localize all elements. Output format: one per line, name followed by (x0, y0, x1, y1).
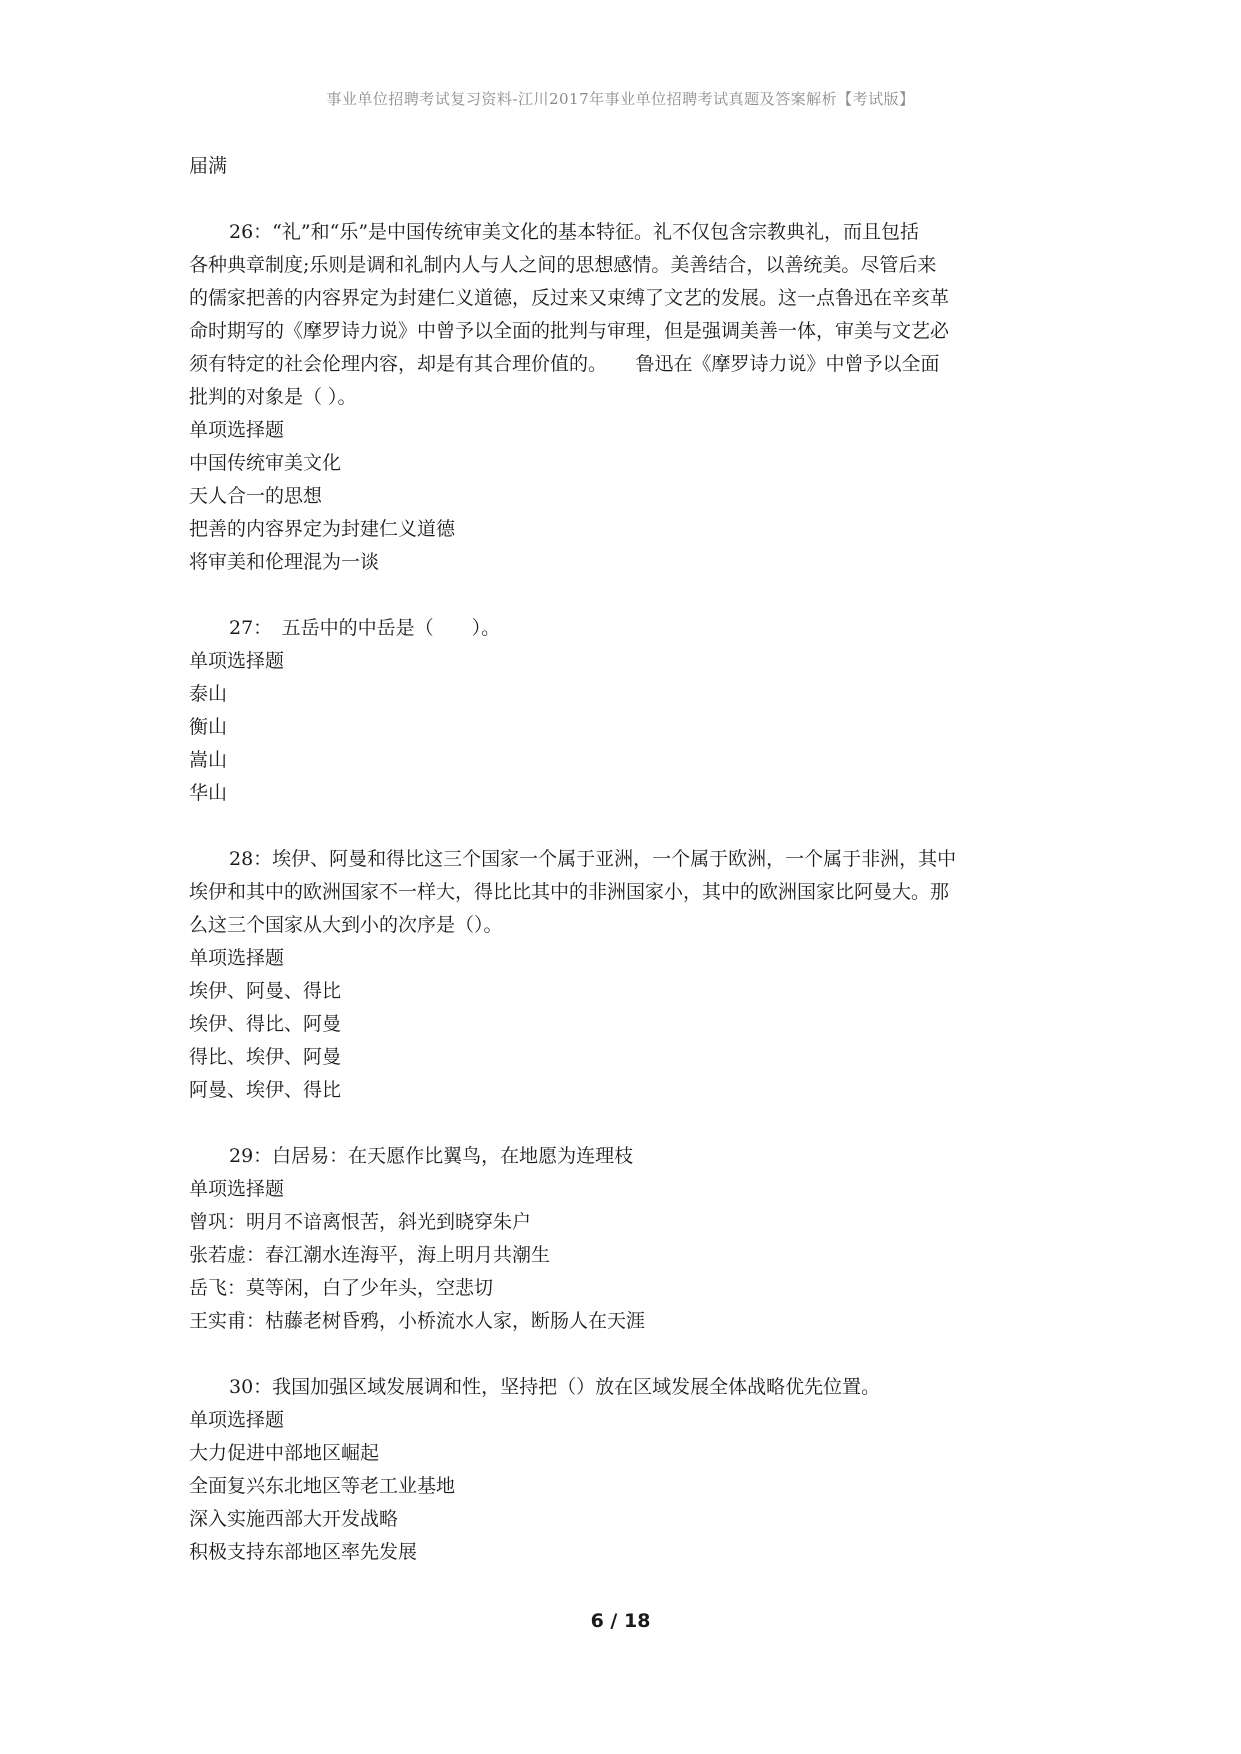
question-27 (189, 612, 1057, 810)
option-a: 泰山 (189, 683, 228, 705)
question-26 (189, 216, 1057, 579)
option-a: 曾巩：明月不谙离恨苦，斜光到晓穿朱户 (189, 1211, 532, 1233)
option-c: 岳飞：莫等闲，白了少年头，空悲切 (189, 1277, 494, 1299)
question-type: 单项选择题 (189, 1409, 285, 1431)
question-stem: 埃伊和其中的欧洲国家不一样大，得比比其中的非洲国家小，其中的欧洲国家比阿曼大。那 (189, 881, 950, 903)
option-b: 埃伊、得比、阿曼 (189, 1013, 342, 1035)
option-d: 阿曼、埃伊、得比 (189, 1079, 342, 1101)
option-c: 把善的内容界定为封建仁义道德 (189, 518, 456, 540)
question-type: 单项选择题 (189, 419, 285, 441)
question-stem: 命时期写的《摩罗诗力说》中曾予以全面的批判与审理，但是强调美善一体，审美与文艺必 (189, 320, 950, 342)
question-type: 单项选择题 (189, 650, 285, 672)
question-29 (189, 1140, 1057, 1338)
option-d: 王实甫：枯藤老树昏鸦，小桥流水人家，断肠人在天涯 (189, 1310, 646, 1332)
option-d: 积极支持东部地区率先发展 (189, 1541, 418, 1563)
option-b: 张若虚：春江潮水连海平，海上明月共潮生 (189, 1244, 551, 1266)
question-stem: 26：“礼”和“乐”是中国传统审美文化的基本特征。礼不仅包含宗教典礼，而且包括 (229, 221, 920, 243)
option-b: 全面复兴东北地区等老工业基地 (189, 1475, 456, 1497)
page-content (189, 150, 1057, 1569)
question-stem: 各种典章制度;乐则是调和礼制内人与人之间的思想感情。美善结合，以善统美。尽管后来 (189, 254, 937, 276)
question-stem: 27： 五岳中的中岳是（ ）。 (229, 617, 501, 639)
page-header: 事业单位招聘考试复习资料-江川2017年事业单位招聘考试真题及答案解析【考试版】 (326, 90, 915, 108)
option-c: 得比、埃伊、阿曼 (189, 1046, 342, 1068)
option-a: 中国传统审美文化 (189, 452, 342, 474)
question-stem: 批判的对象是（ ）。 (189, 386, 357, 408)
option-c: 嵩山 (189, 749, 228, 771)
option-c: 深入实施西部大开发战略 (189, 1508, 399, 1530)
question-stem: 么这三个国家从大到小的次序是（）。 (189, 914, 503, 936)
option-d: 将审美和伦理混为一谈 (189, 551, 380, 573)
question-stem: 29：白居易：在天愿作比翼鸟，在地愿为连理枝 (229, 1145, 634, 1167)
question-type: 单项选择题 (189, 1178, 285, 1200)
question-type: 单项选择题 (189, 947, 285, 969)
page-number: 6 / 18 (590, 1610, 651, 1632)
option-a: 埃伊、阿曼、得比 (189, 980, 342, 1002)
option-b: 天人合一的思想 (189, 485, 323, 507)
option-d: 华山 (189, 782, 228, 804)
question-stem: 30：我国加强区域发展调和性，坚持把（）放在区域发展全体战略优先位置。 (229, 1376, 881, 1398)
carryover-text: 届满 (189, 155, 228, 177)
option-b: 衡山 (189, 716, 228, 738)
question-30 (189, 1371, 1057, 1569)
question-stem: 的儒家把善的内容界定为封建仁义道德，反过来又束缚了文艺的发展。这一点鲁迅在辛亥革 (189, 287, 950, 309)
option-a: 大力促进中部地区崛起 (189, 1442, 380, 1464)
question-28 (189, 843, 1057, 1107)
question-stem: 28：埃伊、阿曼和得比这三个国家一个属于亚洲，一个属于欧洲，一个属于非洲，其中 (229, 848, 957, 870)
question-stem: 须有特定的社会伦理内容，却是有其合理价值的。 鲁迅在《摩罗诗力说》中曾予以全面 (189, 353, 940, 375)
